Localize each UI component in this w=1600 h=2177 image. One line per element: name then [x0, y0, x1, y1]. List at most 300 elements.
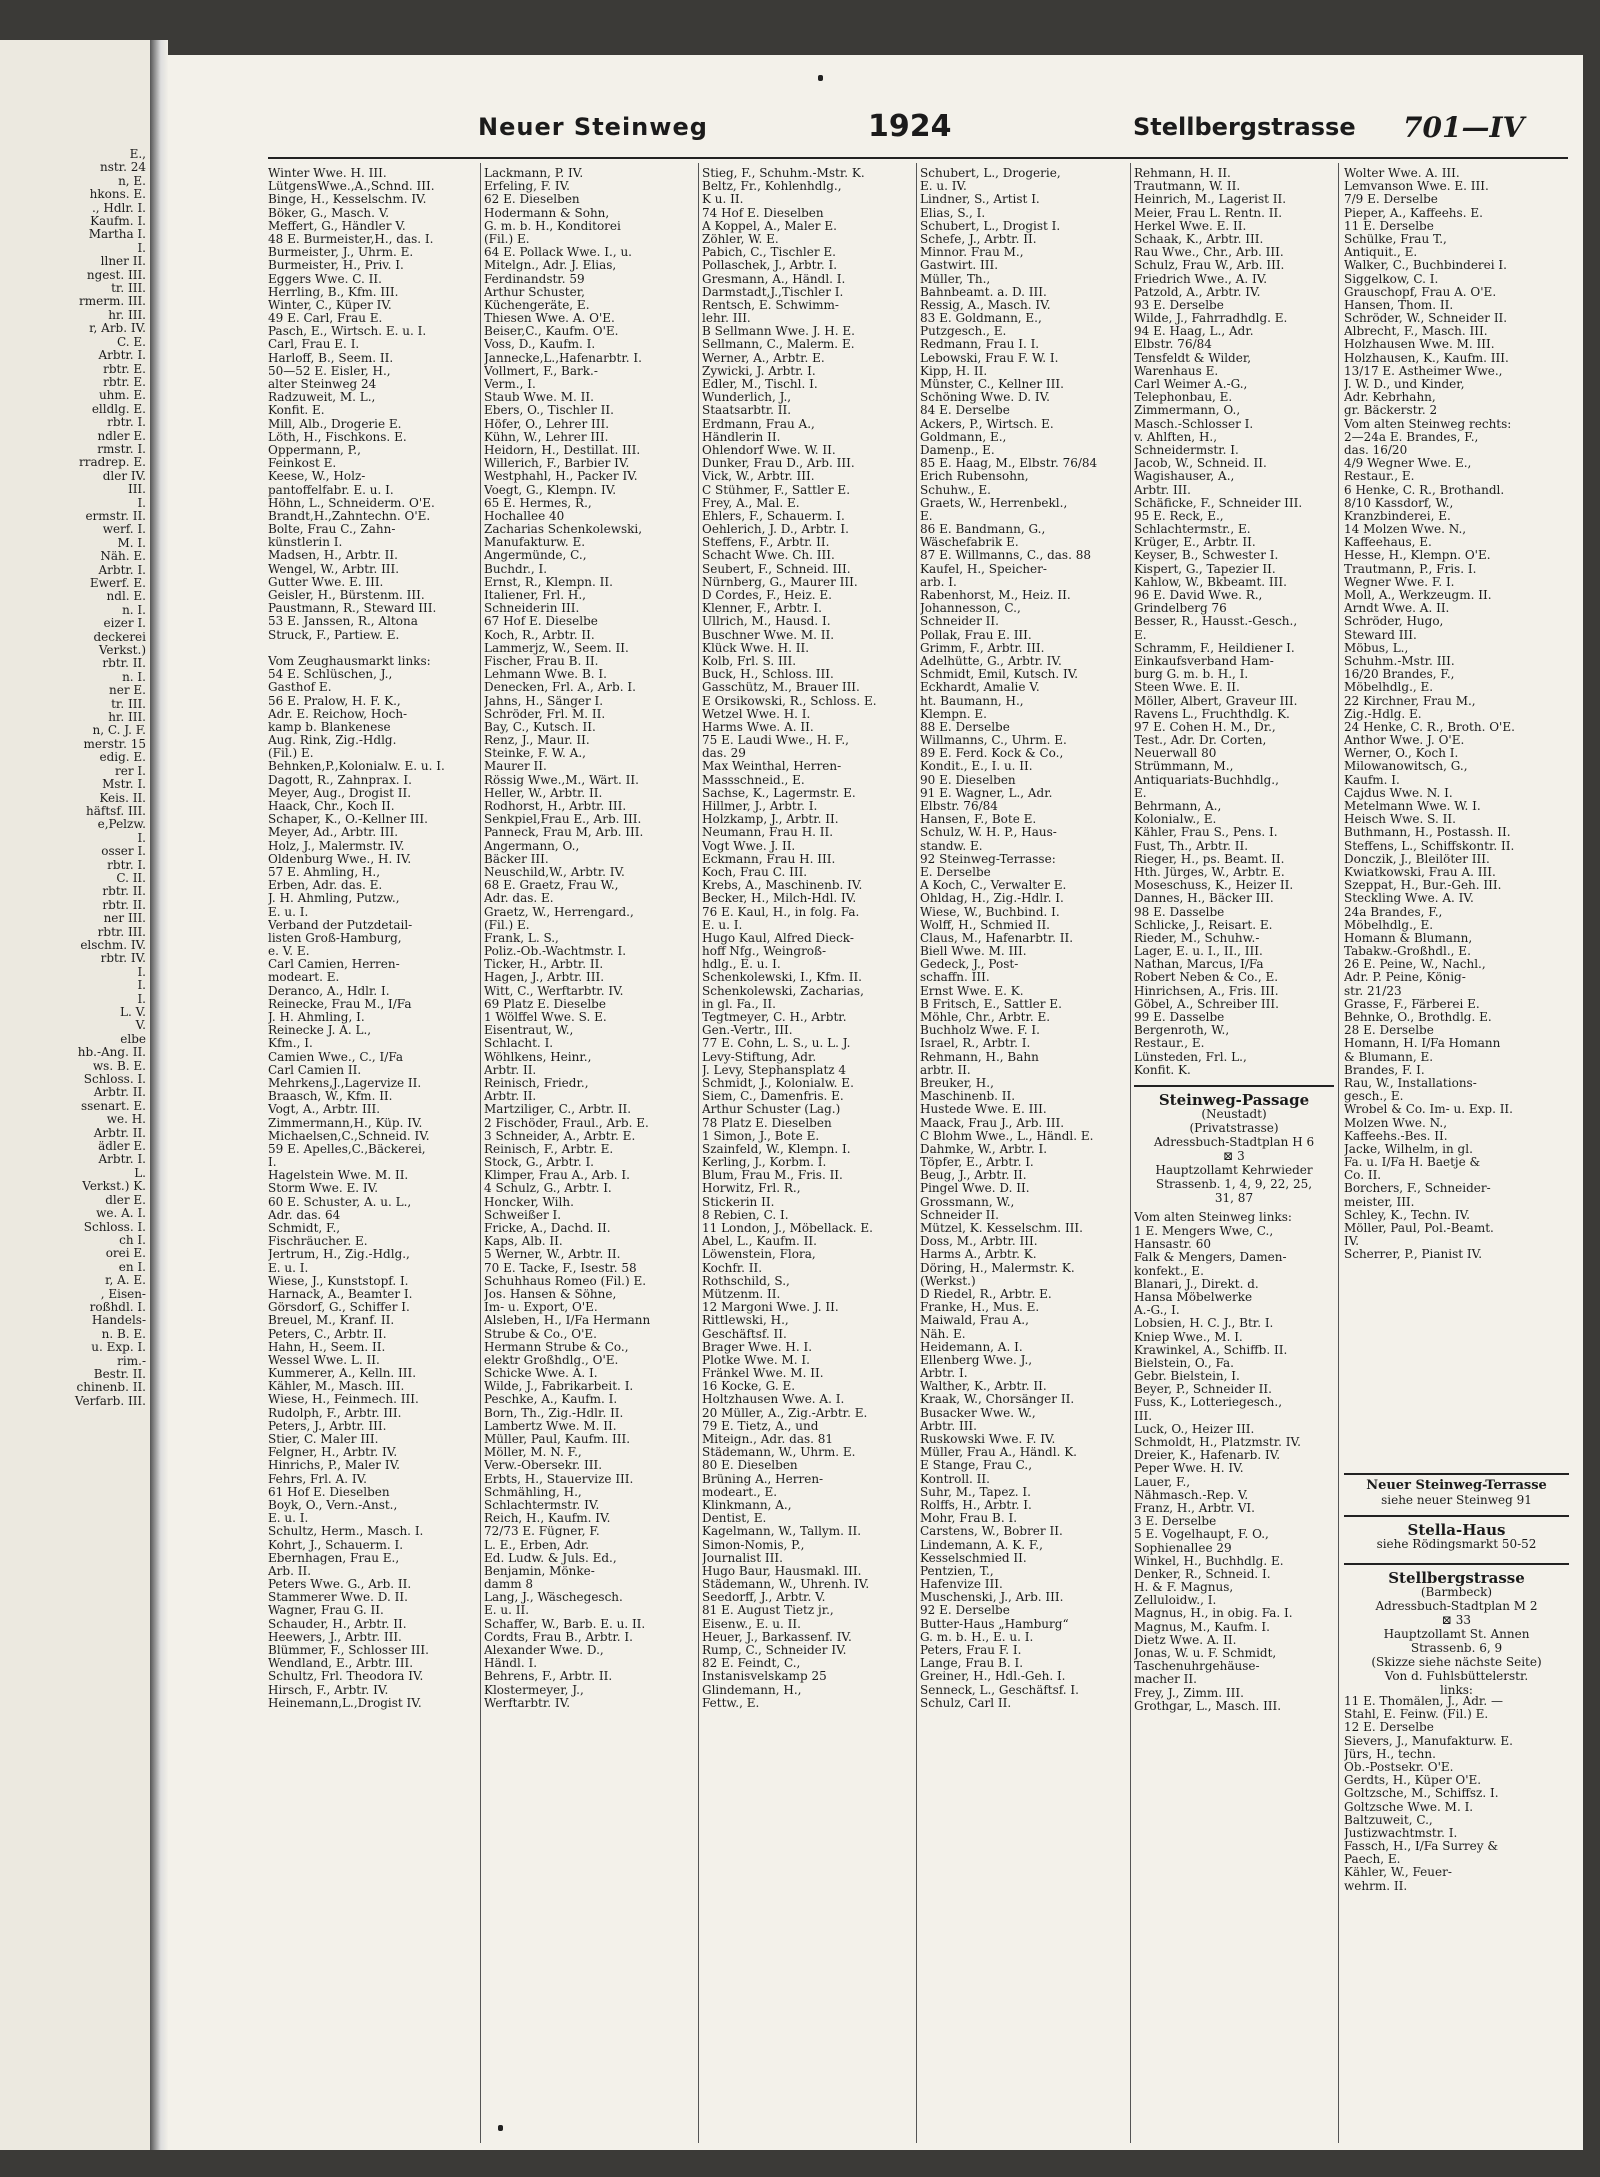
directory-entry: Schröder, Frl. M. II. [484, 706, 606, 721]
directory-entry: Erben, Adr. das. E. [268, 878, 383, 893]
directory-entry: Wäschefabrik E. [920, 535, 1019, 550]
directory-entry: Kispert, G., Tapezier II. [1134, 561, 1276, 576]
directory-entry: A.-G., I. [1134, 1303, 1180, 1318]
directory-entry: Brandes, F. I. [1344, 1062, 1425, 1077]
directory-entry: hoff Nfg., Weingroß- [702, 944, 827, 959]
directory-entry: Dietz Wwe. A. II. [1134, 1632, 1237, 1647]
directory-entry: Fettw., E. [702, 1695, 760, 1710]
left-margin-line: ermstr. II. [85, 508, 146, 523]
directory-entry: burg G. m. b. H., I. [1134, 667, 1249, 682]
directory-entry: 72/73 E. Fügner, F. [484, 1524, 600, 1539]
directory-entry: Göbel, A., Schreiber III. [1134, 996, 1279, 1011]
directory-entry: 98 E. Dasselbe [1134, 904, 1225, 919]
left-margin-line: , Eisen- [100, 1286, 146, 1301]
directory-entry: Schaffer, W., Barb. E. u. II. [484, 1616, 646, 1631]
directory-entry: Robert Neben & Co., E. [1134, 970, 1279, 985]
directory-entry: Dunker, Frau D., Arb. III. [702, 456, 855, 471]
stellberg-entries [1344, 1695, 1569, 1893]
terrasse-rule [1344, 1473, 1569, 1475]
directory-entry: Nathan, Marcus, I/Fa [1134, 957, 1264, 972]
left-margin-line: Arbtr. II. [93, 1125, 146, 1140]
directory-entry: 93 E. Derselbe [1134, 297, 1224, 312]
directory-entry: Schulz, W. H. P., Haus- [920, 825, 1057, 840]
directory-entry: Graets, W., Herrenbekl., [920, 495, 1068, 510]
directory-entry: Heidemann, A. I. [920, 1339, 1023, 1354]
directory-entry: Burmeister, H., Priv. I. [268, 258, 404, 273]
directory-entry: Hagen, J., Arbtr. III. [484, 970, 605, 985]
directory-entry: Carl Weimer A.-G., [1134, 377, 1248, 391]
directory-entry: meister, III. [1344, 1194, 1415, 1209]
left-margin-line: rbtr. II. [102, 884, 146, 899]
directory-entry: Metelmann Wwe. W. I. [1344, 799, 1481, 813]
directory-entry: Hillmer, J., Arbtr. I. [702, 799, 818, 813]
directory-entry: Stickerin II. [702, 1194, 775, 1209]
directory-entry: Gebr. Bielstein, I. [1134, 1369, 1240, 1384]
directory-entry: IV. [1344, 1234, 1360, 1249]
left-margin-line: I. [137, 495, 146, 510]
directory-entry: Görsdorf, G., Schiffer I. [268, 1300, 410, 1315]
directory-entry: Vollmert, F., Bark.- [484, 363, 598, 378]
directory-entry: 76 E. Kaul, H., in folg. Fa. [702, 904, 860, 919]
directory-entry: ht. Baumann, H., [920, 693, 1024, 708]
directory-entry: E Orsikowski, R., Schloss. E. [702, 693, 877, 708]
directory-entry: Rump, C., Schneider IV. [702, 1643, 847, 1657]
directory-entry: Breuel, M., Kranf. II. [268, 1313, 395, 1328]
directory-entry: Storm Wwe. E. IV. [268, 1181, 379, 1196]
directory-entry: Kohrt, J., Schauerm. I. [268, 1537, 404, 1552]
directory-entry: Strube & Co., O'E. [484, 1326, 597, 1341]
directory-entry: J. Levy, Stephansplatz 4 [702, 1062, 847, 1077]
directory-entry: Peschke, A., Kaufm. I. [484, 1392, 618, 1407]
directory-entry: Hugo Baur, Hausmakl. III. [702, 1563, 862, 1578]
directory-entry: Rudolph, F., Arbtr. III. [268, 1405, 402, 1420]
left-margin-line: u. Exp. I. [91, 1340, 146, 1355]
directory-entry: Rieger, H., ps. Beamt. II. [1134, 851, 1285, 866]
directory-entry: Camien Wwe., C., I/Fa [268, 1049, 403, 1064]
directory-entry: G. m. b. H., E. u. I. [920, 1629, 1034, 1644]
directory-entry: 4/9 Wegner Wwe. E., [1344, 456, 1472, 471]
directory-entry: Holz, J., Malermstr. IV. [268, 838, 405, 853]
directory-entry: Grindelberg 76 [1134, 601, 1227, 616]
directory-entry: Klostermeyer, J., [484, 1682, 584, 1697]
stellberg-rule [1344, 1563, 1569, 1565]
directory-entry: Adr. Kebrhahn, [1344, 390, 1436, 405]
directory-entry: Arbtr. III. [1134, 482, 1191, 497]
directory-entry: Stock, G., Arbtr. I. [484, 1155, 594, 1170]
directory-entry: Senneck, L., Geschäftsf. I. [920, 1682, 1079, 1697]
directory-entry: Steffens, F., Arbtr. II. [702, 535, 830, 550]
directory-entry: Arbtr. II. [484, 1062, 537, 1077]
directory-entry: Kochfr. II. [702, 1260, 763, 1275]
stella-sub: siehe Rödingsmarkt 50-52 [1376, 1537, 1537, 1551]
directory-entry: listen Groß-Hamburg, [268, 930, 402, 945]
directory-entry: Jertrum, H., Zig.-Hdlg., [268, 1247, 410, 1262]
directory-entry: Arndt Wwe. A. II. [1344, 601, 1450, 616]
directory-entry: Hahn, H., Seem. II. [268, 1339, 386, 1354]
directory-entry: konfekt., E. [1134, 1263, 1204, 1278]
directory-entry: Szainfeld, W., Klempn. I. [702, 1141, 851, 1156]
directory-entry: E. u. II. [484, 1603, 530, 1618]
directory-entry: 53 E. Janssen, R., Altona [268, 614, 418, 629]
directory-entry: Arbtr. I. [920, 1366, 968, 1381]
directory-entry: Rolffs, H., Arbtr. I. [920, 1497, 1032, 1512]
directory-entry: Wrobel & Co. Im- u. Exp. II. [1344, 1102, 1513, 1117]
directory-entry: Schuhm.-Mstr. III. [1344, 653, 1455, 668]
directory-entry: 80 E. Dieselben [702, 1458, 798, 1473]
directory-entry: Becker, H., Milch-Hdl. IV. [702, 891, 857, 906]
stellberg-info-line: Von d. Fuhlsbüttelerstr. [1384, 1669, 1529, 1683]
directory-entry: Alsleben, H., I/Fa Hermann [484, 1313, 651, 1328]
directory-entry: Carl, Frau E. I. [268, 337, 360, 352]
left-margin-line: orei E. [105, 1246, 146, 1261]
directory-entry: Schaak, K., Arbtr. III. [1134, 231, 1264, 246]
directory-entry: Städemann, W., Uhrm. E. [702, 1445, 856, 1460]
directory-entry: Staatsarbtr. II. [702, 403, 792, 418]
left-margin-line: n. B. E. [101, 1326, 146, 1341]
directory-entry: Meyer, Ad., Arbtr. III. [268, 825, 399, 840]
directory-entry: 94 E. Haag, L., Adr. [1134, 324, 1254, 339]
stellberg-info-line: links: [1440, 1683, 1473, 1697]
directory-entry: Winter Wwe. H. III. [268, 167, 387, 180]
directory-entry: 74 Hof E. Dieselben [702, 205, 824, 220]
directory-entry: Gedeck, J., Post- [920, 957, 1019, 972]
left-margin-line: n. I. [122, 602, 146, 617]
directory-entry: Möbelhdlg., E. [1344, 680, 1434, 695]
directory-entry: Antiquit., E. [1344, 245, 1418, 260]
directory-entry: pantoffelfabr. E. u. I. [268, 482, 394, 497]
directory-entry: Doss, M., Arbtr. III. [920, 1234, 1038, 1249]
directory-entry: Müller, Th., [920, 271, 991, 286]
directory-entry [268, 642, 478, 655]
directory-entry: Kähler, W., Feuer- [1344, 1865, 1452, 1880]
directory-entry: 65 E. Hermes, R., [484, 495, 592, 510]
left-margin-line: elbe [120, 1031, 146, 1046]
directory-entry: 16 Kocke, G. E. [702, 1379, 796, 1394]
directory-entry: Schmoldt, H., Platzmstr. IV. [1134, 1435, 1301, 1449]
directory-entry: Brager Wwe. H. I. [702, 1339, 813, 1354]
directory-entry: E. u. I. [268, 904, 309, 919]
directory-entry: (Werkst.) [920, 1273, 976, 1288]
directory-entry: Zig.-Hdlg. E. [1344, 706, 1422, 721]
directory-entry: Schlacht. I. [484, 1036, 554, 1051]
directory-entry: Harms Wwe. A. II. [702, 719, 814, 734]
directory-entry: Wagishauser, A., [1134, 469, 1235, 484]
directory-entry: Möbelhdlg., E. [1344, 917, 1434, 932]
directory-entry: Konfit. K. [1134, 1062, 1191, 1077]
directory-entry: Co. II. [1344, 1168, 1382, 1183]
left-margin-line: M. I. [117, 535, 146, 550]
directory-entry: Vom alten Steinweg rechts: [1344, 416, 1512, 431]
directory-entry: Keyser, B., Schwester I. [1134, 548, 1279, 563]
passage-info-line: ⊠ 3 [1223, 1149, 1245, 1163]
directory-entry: 90 E. Dieselben [920, 772, 1016, 787]
directory-entry: Vick, W., Arbtr. III. [702, 469, 815, 484]
directory-entry: Schlachtermstr. IV. [484, 1497, 600, 1512]
left-margin-line: r, A. E. [105, 1273, 146, 1288]
column-divider [1130, 163, 1131, 2143]
directory-entry: Buchholz Wwe. F. I. [920, 1023, 1040, 1038]
directory-entry: Poliz.-Ob.-Wachtmstr. I. [484, 944, 627, 959]
directory-entry: Lackmann, P. IV. [484, 167, 584, 180]
directory-entry: Ticker, H., Arbtr. II. [484, 957, 604, 972]
directory-entry: Michaelsen,C.,Schneid. IV. [268, 1128, 430, 1143]
left-margin-line: chinenb. II. [76, 1380, 146, 1395]
directory-entry: (Fil.) E. [484, 917, 530, 932]
directory-entry: Gerdts, H., Küper O'E. [1344, 1773, 1482, 1788]
directory-entry: Manufakturw. E. [484, 535, 586, 550]
left-page-fragment [0, 40, 153, 2150]
directory-entry: Bay, C., Kutsch. II. [484, 719, 596, 734]
directory-entry: Greiner, H., Hdl.-Geh. I. [920, 1669, 1066, 1684]
directory-entry: arbtr. II. [920, 1062, 971, 1077]
directory-entry: Boyk, O., Vern.-Anst., [268, 1497, 398, 1512]
directory-entry: Hagelstein Wwe. M. II. [268, 1168, 409, 1183]
page-number: 701—IV [1403, 111, 1525, 144]
directory-entry: Rehmann, H. II. [1134, 167, 1231, 180]
directory-entry: Dentist, E. [702, 1511, 767, 1526]
directory-entry: 24a Brandes, F., [1344, 904, 1443, 919]
left-margin-line: elldlg. E. [91, 401, 146, 416]
directory-entry: Putzgesch., E. [920, 324, 1007, 339]
directory-entry: Feinkost E. [268, 456, 337, 471]
page-mark [818, 75, 823, 81]
directory-entry: Italiener, Frl. H., [484, 588, 586, 602]
directory-entry: 81 E. August Tietz jr., [702, 1603, 834, 1618]
directory-entry: Adr. das. E. [484, 891, 554, 906]
directory-entry: Schlicke, J., Reisart. E. [1134, 917, 1273, 932]
directory-entry: 99 E. Dasselbe [1134, 1010, 1225, 1024]
directory-entry: Frey, A., Mal. E. [702, 495, 800, 510]
directory-entry: Wessel Wwe. L. II. [268, 1352, 380, 1367]
directory-entry: Angermünde, C., [484, 548, 587, 563]
left-margin-line: Verkst.) K. [82, 1179, 146, 1194]
directory-entry: Claus, M., Hafenarbtr. II. [920, 930, 1074, 945]
column-5 [1134, 167, 1344, 1077]
column-divider [698, 163, 699, 2143]
directory-entry: LütgensWwe.,A.,Schnd. III. [268, 179, 435, 194]
directory-entry: J. W. D., und Kinder, [1344, 377, 1465, 391]
directory-entry: 3 Schneider, A., Arbtr. E. [484, 1128, 636, 1143]
directory-entry: Blümmer, F., Schlosser III. [268, 1643, 429, 1657]
directory-entry: Meyer, Aug., Drogist II. [268, 785, 412, 800]
directory-entry: Braasch, W., Kfm. II. [268, 1089, 393, 1104]
directory-entry: Oehlerich, J. D., Arbtr. I. [702, 522, 849, 537]
directory-entry: 11 London, J., Möbellack. E. [702, 1221, 873, 1235]
directory-entry: Schramm, F., Heildiener I. [1134, 640, 1295, 655]
directory-entry: 75 E. Laudi Wwe., H. F., [702, 733, 849, 748]
directory-entry: Harnack, A., Beamter I. [268, 1286, 413, 1301]
directory-entry: 12 E. Derselbe [1344, 1720, 1434, 1735]
directory-entry: E. [1134, 785, 1147, 800]
left-margin-line: rbtr. E. [103, 361, 146, 376]
directory-entry: Klenner, F., Arbtr. I. [702, 601, 822, 616]
directory-entry: Zacharias Schenkolewski, [484, 522, 643, 537]
directory-entry: Gutter Wwe. E. III. [268, 574, 384, 589]
directory-entry: 26 E. Peine, W., Nachl., [1344, 957, 1486, 972]
left-margin-line: hb.-Ang. II. [77, 1045, 146, 1060]
directory-entry: 1 Simon, J., Bote E. [702, 1128, 820, 1143]
directory-entry: C Stühmer, F., Sattler E. [702, 482, 851, 497]
directory-entry: Breuker, H., [920, 1075, 994, 1090]
directory-entry: Oppermann, P., [268, 442, 361, 457]
directory-entry: Schenkolewski, Zacharias, [702, 983, 864, 998]
directory-entry: Schuhw., E. [920, 482, 991, 497]
directory-entry: Klempn. E. [920, 706, 987, 721]
directory-entry: Burmeister, J., Uhrm. E. [268, 245, 414, 260]
directory-entry: Carl Camien II. [268, 1062, 362, 1077]
directory-entry: Rau, W., Installations- [1344, 1075, 1477, 1090]
directory-entry: Klinkmann, A., [702, 1497, 792, 1512]
directory-entry: Aug. Rink, Zig.-Hdlg. [268, 733, 397, 748]
directory-entry: Jacob, W., Schneid. II. [1134, 456, 1267, 471]
directory-entry: Lindner, S., Artist I. [920, 192, 1040, 207]
directory-entry: Massschneid., E. [702, 772, 805, 787]
directory-entry: (Fil.) E. [268, 746, 314, 761]
directory-entry: Felgner, H., Arbtr. IV. [268, 1445, 398, 1460]
directory-entry: Steckling Wwe. A. IV. [1344, 891, 1474, 906]
directory-entry: Hinrichs, P., Maler IV. [268, 1458, 400, 1473]
directory-entry: Müller, Frau A., Händl. K. [920, 1445, 1077, 1460]
left-margin-line: rbtr. III. [97, 924, 146, 939]
directory-entry: Lambertz Wwe. M. II. [484, 1418, 617, 1433]
left-margin-line: ädler E. [98, 1139, 146, 1154]
left-margin-line: deckerei [93, 629, 146, 644]
directory-entry: Gresmann, A., Händl. I. [702, 271, 846, 286]
directory-entry: Verm., I. [484, 377, 536, 391]
directory-entry: Eisenw., E. u. II. [702, 1616, 801, 1631]
left-margin-line: nstr. 24 [99, 160, 146, 175]
stellberg-info-line: Strassenb. 6, 9 [1410, 1641, 1503, 1655]
directory-entry: Neuerwall 80 [1134, 746, 1217, 761]
directory-entry: Ohldag, H., Zig.-Hdlr. I. [920, 891, 1064, 906]
directory-entry: Lang, J., Wäschegesch. [484, 1590, 623, 1605]
directory-entry: Westphahl, H., Packer IV. [484, 469, 638, 484]
directory-entry: Krebs, A., Maschinenb. IV. [702, 878, 863, 893]
directory-entry: Adr. das. 64 [268, 1207, 341, 1222]
directory-entry: Busacker Wwe. W., [920, 1405, 1036, 1420]
left-margin-line: I. [137, 964, 146, 979]
directory-entry: Benjamin, Mönke- [484, 1563, 595, 1578]
left-margin-line: rbtr. I. [107, 415, 146, 430]
directory-entry: Kagelmann, W., Tallym. II. [702, 1524, 862, 1539]
directory-entry: Butter-Haus „Hamburg“ [920, 1616, 1069, 1631]
left-margin-line: I. [137, 240, 146, 255]
directory-entry: Muschenski, J., Arb. III. [920, 1590, 1064, 1605]
directory-entry: Wolter Wwe. A. III. [1344, 167, 1460, 180]
directory-entry: Panneck, Frau M, Arb. III. [484, 825, 644, 840]
directory-entry: Besser, R., Hausst.-Gesch., [1134, 614, 1298, 629]
passage-info-line: Hauptzollamt Kehrwieder [1155, 1163, 1313, 1177]
directory-entry: Schmidt, F., [268, 1221, 341, 1235]
directory-entry: Fränkel Wwe. M. II. [702, 1366, 824, 1381]
directory-entry: Blum, Frau M., Fris. II. [702, 1168, 843, 1183]
directory-entry: Möller, M. N. F., [484, 1445, 582, 1460]
directory-entry: Gastwirt. III. [920, 258, 999, 273]
directory-entry: Schlachtermstr., E. [1134, 522, 1251, 537]
directory-entry: Israel, R., Arbtr. I. [920, 1036, 1031, 1051]
left-margin-line: e,Pelzw. [97, 817, 146, 832]
directory-entry: 97 E. Cohen H. M., Dr., [1134, 719, 1276, 734]
directory-entry: Schneiderin III. [484, 601, 580, 616]
terrasse-sub: siehe neuer Steinweg 91 [1381, 1493, 1532, 1507]
directory-entry: Jos. Hansen & Söhne, [484, 1286, 617, 1301]
directory-entry: Steward III. [1344, 627, 1417, 642]
directory-entry: Damenp., E. [920, 442, 995, 457]
directory-entry: Siggelkow, C. I. [1344, 271, 1439, 286]
left-margin-line: rbtr. II. [102, 897, 146, 912]
directory-entry: Kfm., I. [268, 1036, 313, 1051]
directory-entry: Trautmann, W. II. [1134, 179, 1241, 194]
directory-entry: Darmstadt,J.,Tischler I. [702, 284, 844, 299]
directory-entry: Alexander Wwe. D., [484, 1643, 604, 1657]
directory-entry: Szeppat, H., Bur.-Geh. III. [1344, 878, 1502, 893]
directory-entry: Stammerer Wwe. D. II. [268, 1590, 408, 1605]
left-margin-line: ssenart. E. [80, 1098, 146, 1113]
directory-entry: 68 E. Graetz, Frau W., [484, 878, 619, 893]
directory-entry: Heidorn, H., Destillat. III. [484, 442, 641, 457]
directory-entry: e. V. E. [268, 944, 310, 959]
directory-entry: Graetz, W., Herrengard., [484, 904, 634, 919]
directory-entry: Vogt, A., Arbtr. III. [268, 1102, 381, 1117]
directory-entry: modeart., E. [702, 1484, 778, 1499]
left-margin-line: r, Arb. IV. [89, 321, 146, 336]
directory-entry: Peters, C., Arbtr. II. [268, 1326, 387, 1341]
directory-page [168, 55, 1583, 2150]
directory-entry: Schröder, Hugo, [1344, 614, 1444, 629]
directory-entry: Ullrich, M., Hausd. I. [702, 614, 831, 629]
left-margin-line: en I. [118, 1259, 146, 1274]
directory-entry: Telephonbau, E. [1134, 390, 1233, 405]
directory-entry: 92 Steinweg-Terrasse: [920, 851, 1056, 866]
directory-entry: Ohlendorf Wwe. W. II. [702, 442, 836, 457]
directory-entry: Edler, M., Tischl. I. [702, 377, 818, 391]
directory-entry: L. E., Erben, Adr. [484, 1537, 590, 1552]
directory-entry: Im- u. Export, O'E. [484, 1300, 598, 1315]
directory-entry: 88 E. Derselbe [920, 719, 1010, 734]
directory-entry: Trautmann, P., Fris. I. [1344, 561, 1477, 576]
passage-info-line: (Privatstrasse) [1189, 1121, 1279, 1135]
header-street-right: Stellbergstrasse [1133, 113, 1356, 141]
directory-entry: Siem, C., Damenfris. E. [702, 1089, 844, 1104]
directory-entry: Sophienallee 29 [1134, 1540, 1232, 1555]
terrasse-title: Neuer Steinweg-Terrasse [1366, 1478, 1547, 1493]
directory-entry: Homann & Blumann, [1344, 930, 1473, 945]
directory-entry: Wiese, W., Buchbind. I. [920, 904, 1060, 919]
directory-entry: Heller, W., Arbtr. II. [484, 785, 603, 800]
directory-entry: Kaffeehs.-Bes. II. [1344, 1128, 1448, 1143]
directory-entry: 89 E. Ferd. Kock & Co., [920, 746, 1064, 761]
directory-entry: kamp b. Blankenese [268, 719, 391, 734]
directory-entry: Kaufel, H., Speicher- [920, 561, 1047, 576]
column-4 [920, 167, 1130, 1710]
directory-entry: 11 E. Derselbe [1344, 218, 1434, 233]
directory-entry: Rothschild, S., [702, 1273, 790, 1288]
directory-entry: Borchers, F., Schneider- [1344, 1181, 1491, 1196]
left-margin-line: Handels- [91, 1313, 146, 1328]
left-margin-line: rmerm. III. [79, 294, 146, 309]
directory-entry: Maiwald, Frau A., [920, 1313, 1029, 1328]
directory-entry: Löth, H., Fischkons. E. [268, 429, 407, 444]
directory-entry: alter Steinweg 24 [268, 377, 377, 391]
directory-entry: Schley, K., Techn. IV. [1344, 1207, 1470, 1222]
directory-entry: Vom Zeughausmarkt links: [268, 653, 431, 668]
directory-entry: das. 29 [702, 746, 746, 761]
directory-entry: Konfit. E. [268, 403, 325, 418]
directory-entry: Max Weinthal, Herren- [702, 759, 842, 774]
directory-entry: Klimper, Frau A., Arb. I. [484, 1168, 630, 1183]
directory-entry: Mützel, K. Kesselschm. III. [920, 1221, 1083, 1235]
directory-entry: E. [920, 508, 933, 523]
